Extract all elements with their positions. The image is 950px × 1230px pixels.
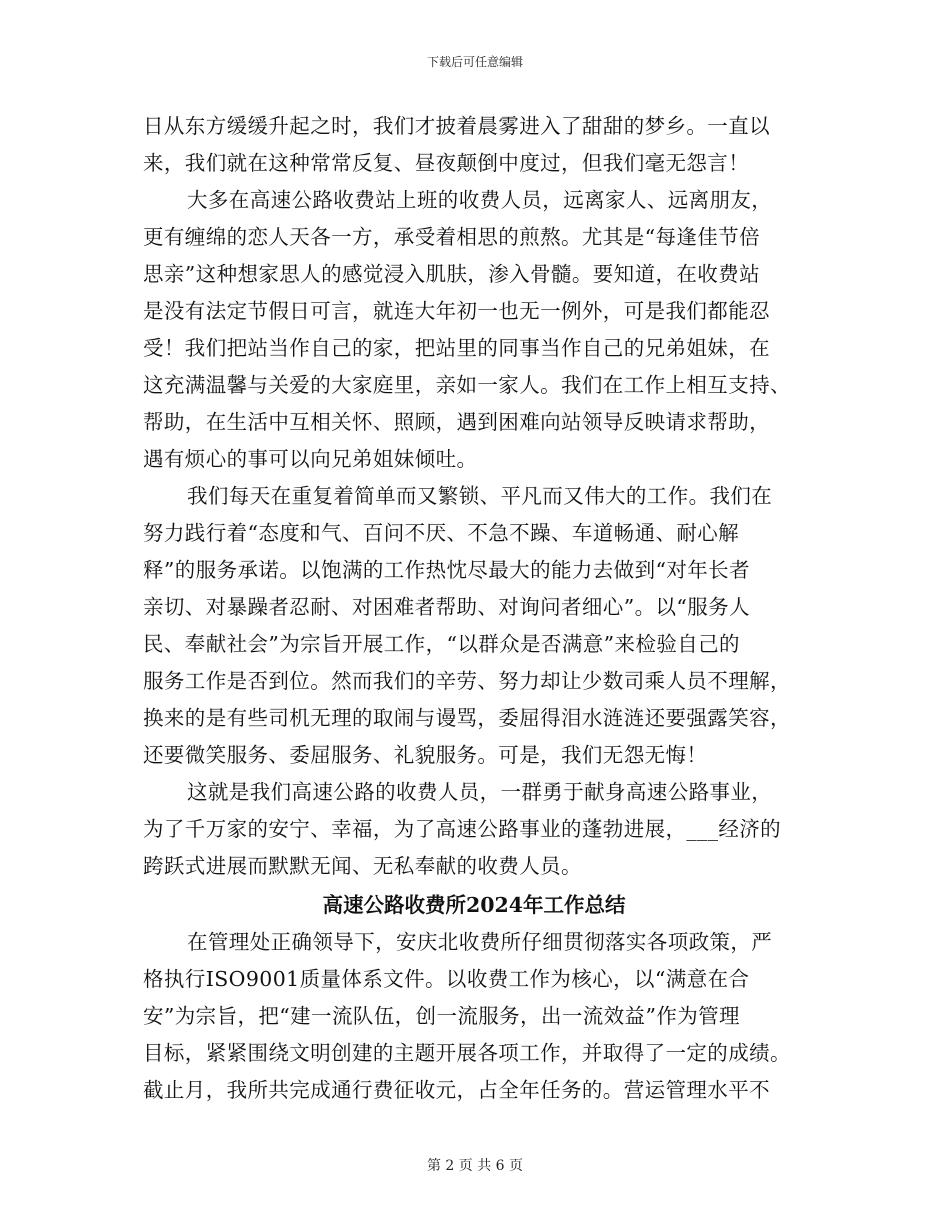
body-line: 努力践行着“态度和气、百问不厌、不急不躁、车道畅通、耐心解 [143,521,740,545]
paragraph-start-line: 这就是我们高速公路的收费人员，一群勇于献身高速公路事业， [187,780,773,804]
body-line: 亲切、对暴躁者忍耐、对困难者帮助、对询问者细心”。以“服务人 [143,595,750,619]
body-line: 跨跃式进展而默默无闻、无私奉献的收费人员。 [143,854,582,878]
body-line: 还要微笑服务、委屈服务、礼貌服务。可是，我们无怨无悔！ [143,743,708,767]
paragraph-start-line: 在管理处正确领导下，安庆北收费所仔细贯彻落实各项政策，严 [187,930,773,954]
paragraph-start-line: 我们每天在重复着简单而又繁锁、平凡而又伟大的工作。我们在 [187,484,773,508]
document-body [143,108,805,1109]
body-line: 遇有烦心的事可以向兄弟姐妹倾吐。 [143,447,478,471]
body-line: 服务工作是否到位。然而我们的辛劳、努力却让少数司乘人员不理解， [143,669,791,693]
body-line: 释”的服务承诺。以饱满的工作热忱尽最大的能力去做到“对年长者 [143,558,750,582]
page-header-note: 下载后可任意编辑 [426,55,523,69]
paragraph-start-line: 大多在高速公路收费站上班的收费人员，远离家人、远离朋友， [187,188,773,212]
body-line: 格执行ISO9001质量体系文件。以收费工作为核心，以“满意在合 [143,967,750,991]
section-title: 高速公路收费所2024年工作总结 [322,893,626,917]
body-line: 目标，紧紧围绕文明创建的主题开展各项工作，并取得了一定的成绩。 [143,1041,791,1065]
body-line: 帮助，在生活中互相关怀、照顾，遇到困难向站领导反映请求帮助， [143,410,770,434]
body-line: 换来的是有些司机无理的取闹与谩骂，委屈得泪水涟涟还要强露笑容， [143,706,791,730]
body-line: 民、奉献社会”为宗旨开展工作，“以群众是否满意”来检验自己的 [143,632,740,656]
body-line: 截止月，我所共完成通行费征收元，占全年任务的。营运管理水平不 [143,1078,770,1102]
body-line: 为了千万家的安宁、幸福，为了高速公路事业的蓬勃进展，___经济的 [143,817,782,841]
body-line: 安”为宗旨，把“建一流队伍，创一流服务，出一流效益”作为管理 [143,1004,740,1028]
body-line: 这充满温馨与关爱的大家庭里，亲如一家人。我们在工作上相互支持、 [143,373,791,397]
body-line: 来，我们就在这种常常反复、昼夜颠倒中度过，但我们毫无怨言！ [143,151,750,175]
body-line: 思亲”这种想家思人的感觉浸入肌肤，渗入骨髓。要知道，在收费站 [143,262,760,286]
page-number-footer: 第 2 页 共 6 页 [426,1158,524,1174]
body-line: 是没有法定节假日可言，就连大年初一也无一例外，可是我们都能忍 [143,299,770,323]
body-line: 日从东方缓缓升起之时，我们才披着晨雾进入了甜甜的梦乡。一直以 [143,114,770,138]
body-line: 受！我们把站当作自己的家，把站里的同事当作自己的兄弟姐妹，在 [143,336,770,360]
body-line: 更有缠绵的恋人天各一方，承受着相思的煎熬。尤其是“每逢佳节倍 [143,225,760,249]
